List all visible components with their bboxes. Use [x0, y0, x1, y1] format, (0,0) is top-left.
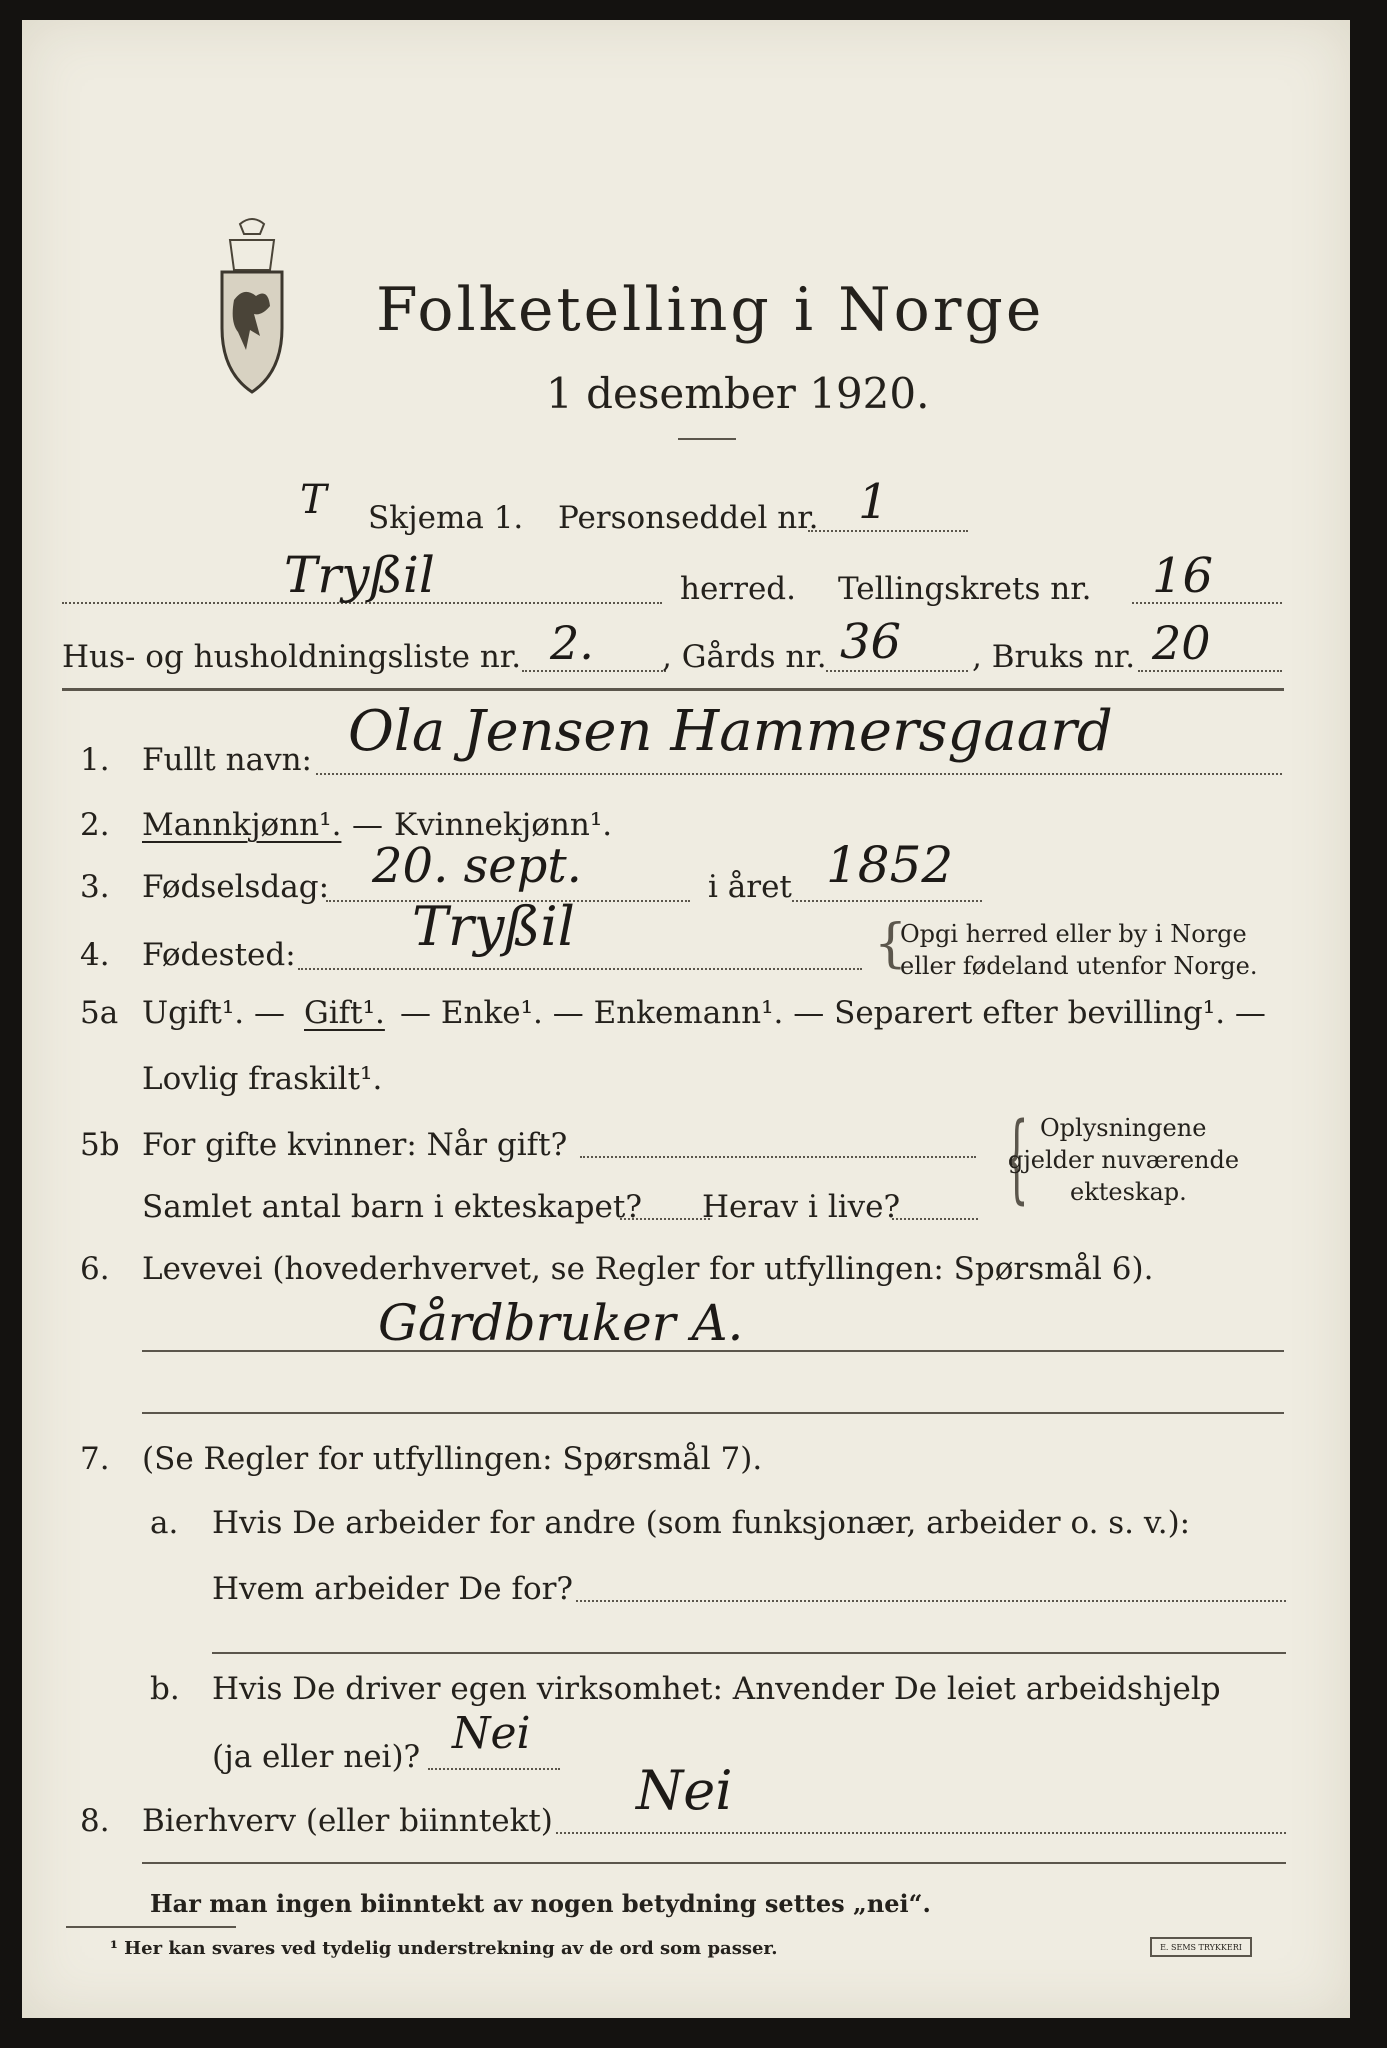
q1-full-name: Ola Jensen Hammersgaard [348, 699, 1113, 764]
q3-birthday: 20. sept. [372, 838, 582, 894]
personseddel-value: 1 [858, 474, 889, 530]
tellingskrets-value: 16 [1152, 548, 1214, 604]
q7-number: 7. [80, 1441, 110, 1477]
q2-separator: — [352, 807, 383, 843]
q5a-number: 5a [80, 995, 119, 1031]
gards-value: 36 [840, 614, 902, 670]
q6-label: Levevei (hovederhvervet, se Regler for utfyllingen: Spørsmål 6). [142, 1251, 1154, 1287]
q1-number: 1. [80, 742, 110, 778]
skjema-label: Skjema 1. [368, 500, 524, 536]
footnote: ¹ Her kan svares ved tydelig understrekning av de ord som passer. [110, 1938, 778, 1959]
biinntekt-note: Har man ingen biinntekt av nogen betydning settes „nei“. [150, 1889, 931, 1918]
q5a-line2: Lovlig fraskilt¹. [142, 1061, 383, 1097]
q7b-letter: b. [150, 1671, 180, 1707]
q8-label: Bierhverv (eller biinntekt) [142, 1803, 553, 1839]
q3-label: Fødselsdag: [142, 869, 330, 905]
q5a-gift-underlined: Gift¹. [304, 995, 385, 1031]
q6-occupation: Gårdbruker A. [378, 1294, 744, 1352]
title-rule [678, 438, 736, 440]
q7b-text: Hvis De driver egen virksomhet: Anvender De leiet arbeidshjelp [212, 1671, 1221, 1707]
q3-birth-year: 1852 [826, 836, 954, 894]
census-form [22, 20, 1350, 2018]
q7a-text: Hvis De arbeider for andre (som funksjonær, arbeider o. s. v.): [212, 1505, 1191, 1541]
coat-of-arms-icon [212, 212, 292, 412]
q5a-other-options: — Enke¹. — Enkemann¹. — Separert efter bevilling¹. — [400, 995, 1266, 1031]
q4-note-line2: eller fødeland utenfor Norge. [900, 952, 1258, 980]
q8-number: 8. [80, 1803, 110, 1839]
printer-stamp: E. SEMS TRYKKERI [1150, 1937, 1252, 1957]
q7a-letter: a. [150, 1505, 179, 1541]
q5b-brace: { [1004, 1102, 1029, 1214]
q7b-answer: Nei [452, 1708, 531, 1759]
q5b-number: 5b [80, 1127, 120, 1163]
q4-brace: { [874, 914, 908, 974]
q5a-ugift: Ugift¹. — [142, 995, 285, 1031]
q8-answer: Nei [636, 1759, 733, 1822]
q5b-note3: ekteskap. [1070, 1178, 1187, 1206]
q6-number: 6. [80, 1251, 110, 1287]
bruks-label: , Bruks nr. [972, 639, 1136, 675]
husliste-value: 2. [550, 616, 594, 670]
q5b-children-label: Samlet antal barn i ekteskapet? [142, 1189, 642, 1225]
q4-note-line1: Opgi herred eller by i Norge [900, 920, 1247, 948]
q7b-question: (ja eller nei)? [212, 1739, 421, 1775]
skjema-mark: T [300, 477, 327, 523]
herred-label: herred. [680, 571, 796, 607]
q2-number: 2. [80, 807, 110, 843]
personseddel-label: Personseddel nr. [558, 500, 819, 536]
q5b-note2: gjelder nuværende [1008, 1146, 1240, 1174]
form-title: Folketelling i Norge [376, 275, 1045, 345]
header-separator [62, 688, 1284, 691]
census-date: 1 desember 1920. [546, 369, 930, 418]
bruks-value: 20 [1152, 616, 1211, 670]
tellingskrets-label: Tellingskrets nr. [838, 571, 1092, 607]
q5b-alive-label: Herav i live? [702, 1189, 901, 1225]
q5b-note1: Oplysningene [1040, 1114, 1207, 1142]
q2-mannkjonn-underlined: Mannkjønn¹. [142, 807, 342, 843]
q2-kvinnekjonn: Kvinnekjønn¹. [394, 807, 613, 843]
husliste-label: Hus- og husholdningsliste nr. [62, 639, 522, 675]
q3-number: 3. [80, 869, 110, 905]
q1-label: Fullt navn: [142, 742, 312, 778]
gards-label: , Gårds nr. [662, 639, 827, 675]
q5b-line1: For gifte kvinner: Når gift? [142, 1127, 568, 1163]
q4-number: 4. [80, 937, 110, 973]
q7-label: (Se Regler for utfyllingen: Spørsmål 7). [142, 1441, 763, 1477]
q3-year-label: i året [708, 869, 792, 905]
herred-value: Tryßil [284, 546, 435, 604]
q4-label: Fødested: [142, 937, 296, 973]
q4-birthplace: Tryßil [412, 895, 575, 958]
q7a-question: Hvem arbeider De for? [212, 1571, 574, 1607]
